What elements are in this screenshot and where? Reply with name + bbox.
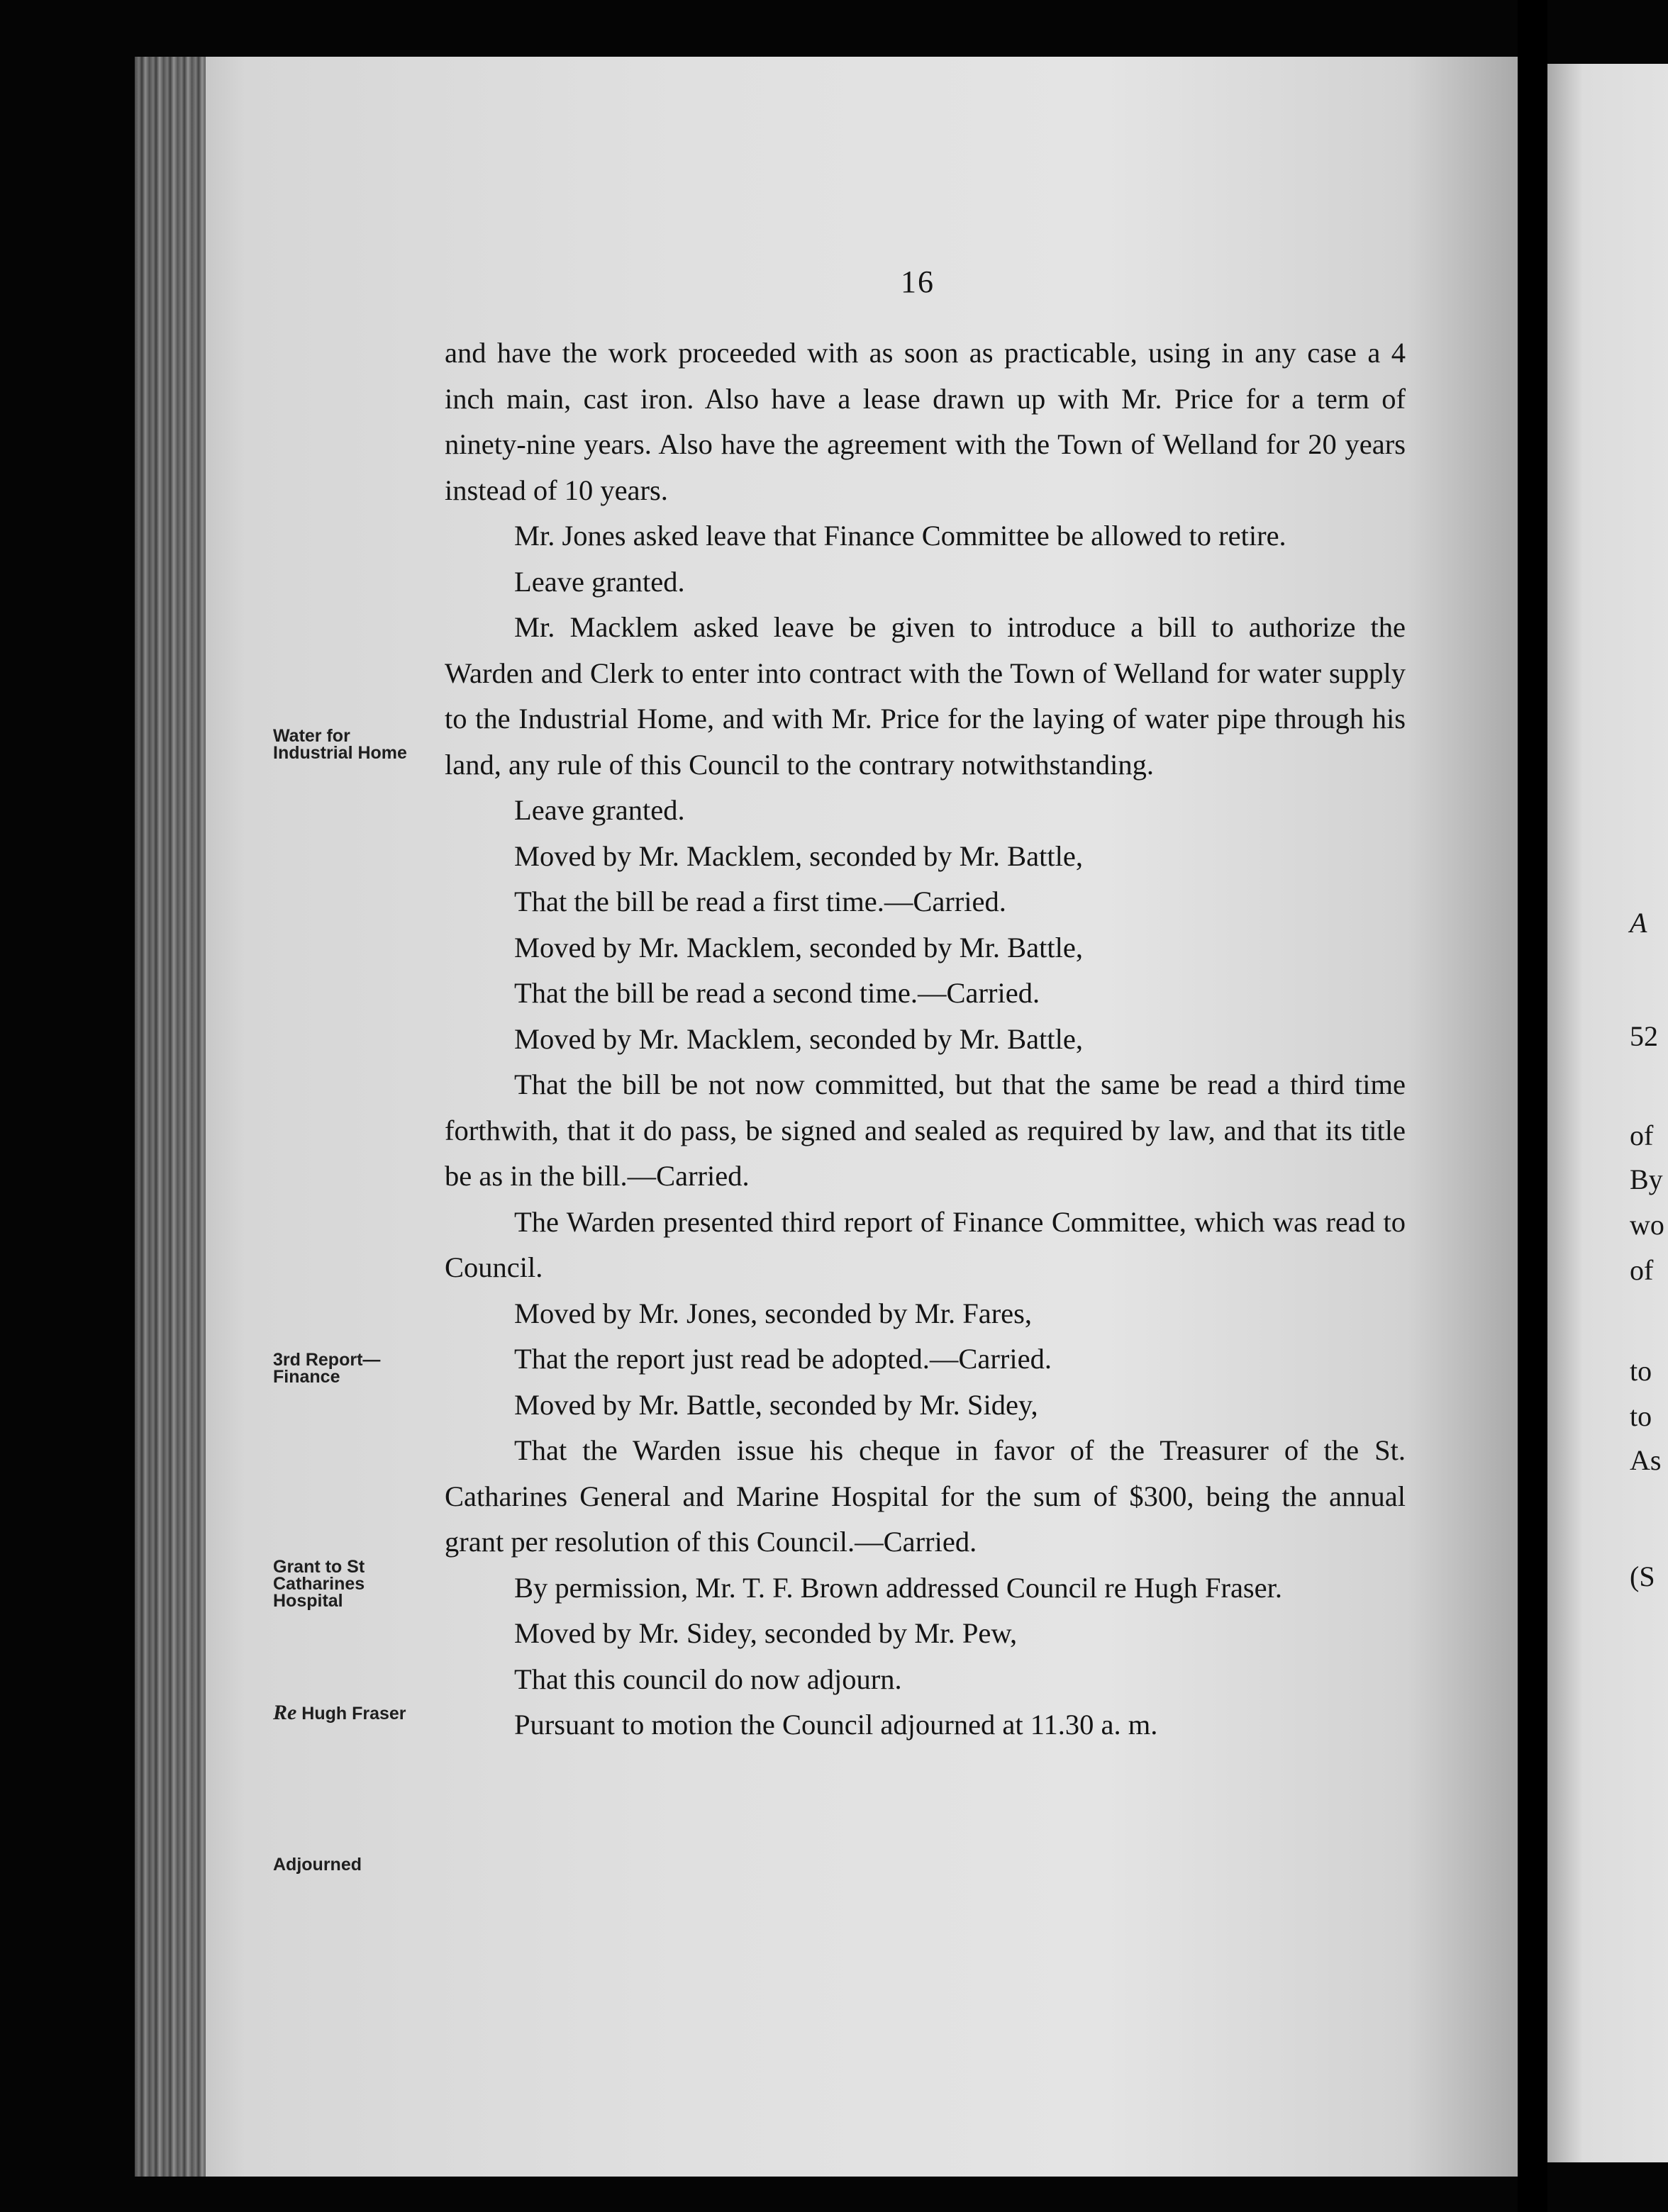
right-page-fragment: wo: [1630, 1209, 1664, 1241]
paragraph: Moved by Mr. Jones, seconded by Mr. Fares,: [514, 1297, 1033, 1329]
paragraph: That the bill be read a second time.—Carried.: [514, 977, 1040, 1009]
right-page-fragment: By: [1630, 1163, 1663, 1195]
right-page-fragment: As: [1630, 1444, 1662, 1476]
right-page-fragment: 52: [1630, 1020, 1658, 1052]
body-text: [445, 330, 1406, 1748]
right-page-fragment: of: [1630, 1254, 1654, 1286]
paragraph: Pursuant to motion the Council adjourned at 11.30 a. m.: [514, 1709, 1158, 1741]
paragraph: That the Warden issue his cheque in favor of the Treasurer of the St. Catharines General and Marine Hospital for the sum of $300, being the annual grant per resolution of this Council.—Carried.: [445, 1434, 1406, 1558]
paragraph: Moved by Mr. Macklem, seconded by Mr. Battle,: [514, 839, 1083, 872]
book-gutter: [1518, 0, 1547, 2212]
paragraph: That the report just read be adopted.—Carried.: [514, 1343, 1052, 1375]
paragraph: Moved by Mr. Macklem, seconded by Mr. Battle,: [514, 1022, 1083, 1055]
page-binding-edge: [135, 57, 206, 2177]
margin-note-grant: Grant to St Catharines Hospital: [273, 1557, 365, 1611]
paragraph: Moved by Mr. Battle, seconded by Mr. Sidey,: [514, 1388, 1038, 1421]
page-number: 16: [901, 264, 935, 299]
paragraph: That the bill be not now committed, but that the same be read a third time forthwith, that it do pass, be signed and sealed as required by law, and that its title be as in the bill.—Carried.: [445, 1068, 1406, 1192]
right-page-fragment: to: [1630, 1355, 1652, 1387]
paragraph: That the bill be read a first time.—Carried.: [514, 886, 1006, 917]
right-page-edge: [1547, 64, 1668, 2162]
paragraph: and have the work proceeded with as soon as practicable, using in any case a 4 inch main, cast iron. Also have a lease drawn up with Mr. Price for a term of ninety-nine years. Also have the agreement with the Town of Welland for 20 years instead of 10 years.: [445, 337, 1406, 506]
paragraph: Moved by Mr. Macklem, seconded by Mr. Battle,: [514, 931, 1083, 963]
paragraph: The Warden presented third report of Finance Committee, which was read to Council.: [445, 1205, 1406, 1283]
paragraph: That this council do now adjourn.: [514, 1663, 902, 1695]
right-page-fragment: of: [1630, 1119, 1654, 1151]
paragraph: Mr. Macklem asked leave be given to introduce a bill to authorize the Warden and Clerk to enter into contract with the Town of Welland for water supply to the Industrial Home, and with Mr. Price for the laying of water pipe through his land, any rule of this Council to the contrary notwithstanding.: [445, 611, 1406, 781]
right-page-fragment: A: [1630, 907, 1647, 939]
paragraph: Moved by Mr. Sidey, seconded by Mr. Pew,: [514, 1617, 1018, 1649]
right-page-fragment: (S: [1630, 1560, 1655, 1592]
paragraph: Leave granted.: [514, 794, 685, 826]
margin-note-adjourned: Adjourned: [273, 1855, 362, 1875]
right-page-fragment: to: [1630, 1400, 1652, 1432]
margin-note-third-report: 3rd Report— Finance: [273, 1350, 381, 1387]
paragraph: By permission, Mr. T. F. Brown addressed Council re Hugh Fraser.: [514, 1571, 1283, 1604]
margin-note-water: Water for Industrial Home: [273, 726, 407, 763]
margin-note-re-name: Hugh Fraser: [301, 1704, 406, 1724]
margin-note-re-prefix: Re: [273, 1701, 297, 1724]
paragraph: Mr. Jones asked leave that Finance Committee be allowed to retire.: [514, 520, 1286, 552]
paragraph: Leave granted.: [514, 565, 685, 598]
margin-note-re-hugh-fraser: [273, 1701, 406, 1724]
